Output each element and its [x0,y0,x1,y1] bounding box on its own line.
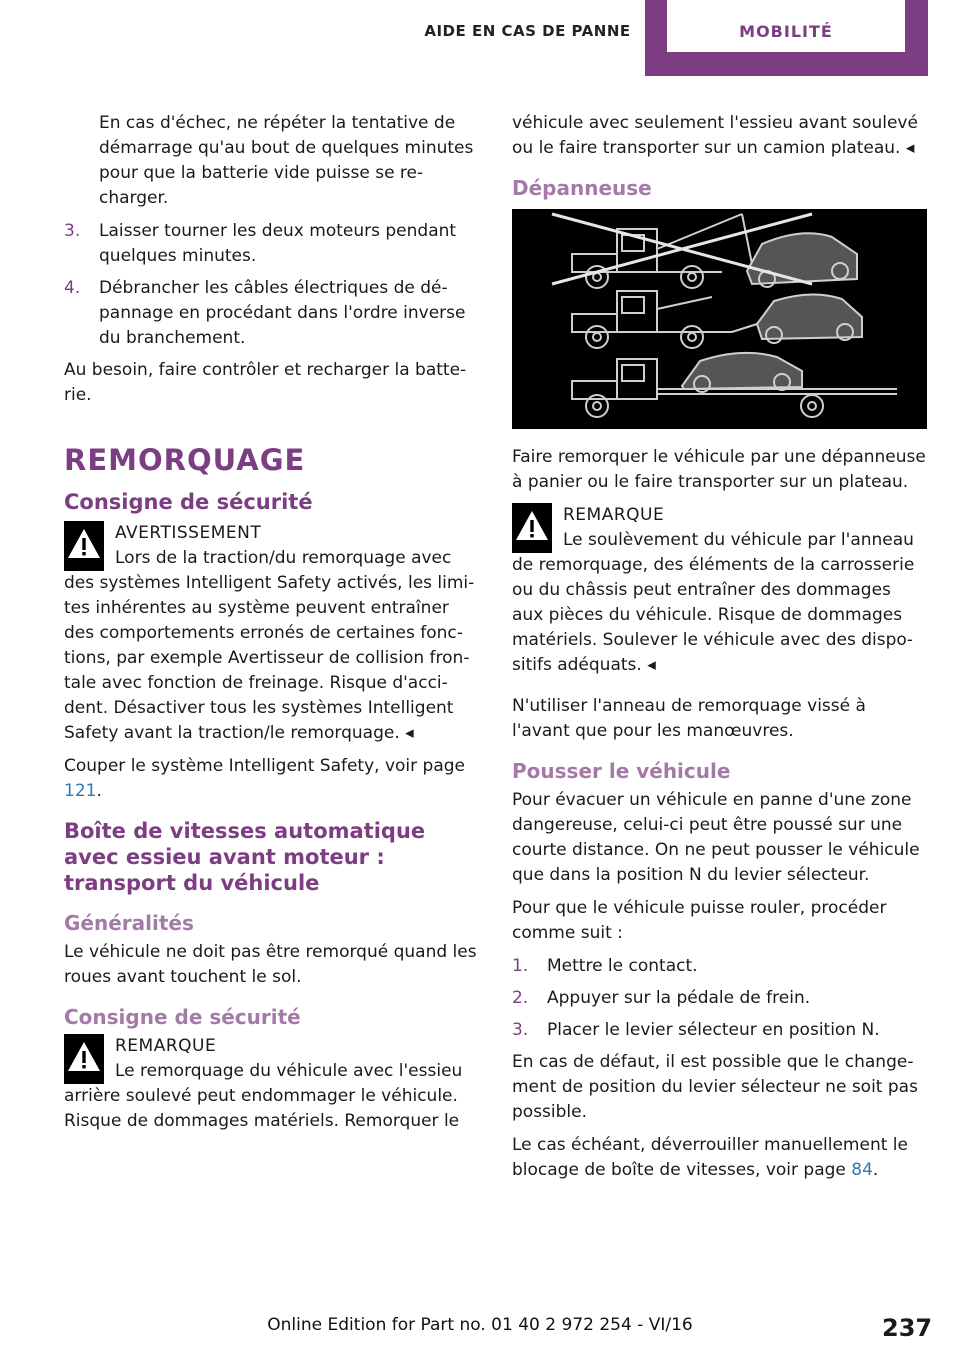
note-text: de remorquage, des éléments de la carrosserie ou du châssis peut entraîner des dommages aux pièces du véhicule. Risque de dommages matériels. Soulever le véhicule avec des dispositifs adéquats. ◂ [512,555,915,675]
rouler-paragraph: Pour que le véhicule puisse rouler, procéder comme suit : [512,898,887,943]
left-column [64,111,478,1142]
tow-truck-illustration [512,209,927,429]
note-block [512,503,927,678]
tow-hook-truck-icon [552,214,857,288]
couper-paragraph: Couper le système Intelligent Safety, voir page 121. [64,756,465,801]
intro-paragraph: En cas d'échec, ne répéter la tentative de démarrage qu'au bout de quelques minutes pour que la batterie vide puisse se recharger. [99,113,474,208]
footer-edition: Online Edition for Part no. 01 40 2 972 254 - VI/16 [267,1315,693,1335]
flatbed-truck-icon [572,353,897,417]
heading-consigne: Consigne de sécurité [64,490,313,514]
note-text: arrière soulevé peut endommager le véhicule. Risque de dommages matériels. Remorquer le [64,1086,460,1131]
depanneuse-paragraph: Faire remorquer le véhicule par une dépanneuse à panier ou le faire transporter sur un plateau. [512,447,926,492]
warning-icon [512,503,552,553]
header-tab[interactable]: MOBILITÉ [667,0,905,52]
list-item [64,276,478,351]
section-header: AIDE EN CAS DE PANNE [424,22,631,40]
heading-generalites: Généralités [64,911,194,935]
list-number: 4. [64,278,81,298]
wheel-lift-truck-icon [572,291,862,348]
echeant-paragraph: Le cas échéant, déverrouiller manuellement le blocage de boîte de vitesses, voir page 84. [512,1135,908,1180]
heading-pousser: Pousser le véhicule [512,759,731,783]
list-item [512,986,927,1011]
note-title: REMARQUE [115,1036,217,1056]
note-first-line: Le remorquage du véhicule avec l'essieu [115,1061,463,1081]
page-link[interactable]: 121 [64,781,97,801]
list-item [64,219,478,269]
list-item [512,954,927,979]
warning-icon [64,1034,104,1084]
list-text: Laisser tourner les deux moteurs pendant quelques minutes. [99,221,457,266]
page-link[interactable]: 84 [851,1160,873,1180]
warning-block [64,521,478,746]
list-number: 2. [512,988,529,1008]
warning-title: AVERTISSEMENT [115,523,262,543]
besoin-paragraph: Au besoin, faire contrôler et recharger la batterie. [64,360,467,405]
heading-remorquage: REMORQUAGE [64,443,306,477]
list-text: Débrancher les câbles électriques de dépannage en procédant dans l'ordre inverse du branchement. [99,278,466,348]
note-first-line: Le soulèvement du véhicule par l'anneau [563,530,914,550]
right-column [512,111,927,1191]
list-item [512,1018,927,1043]
note-block [64,1034,478,1134]
list-text: Mettre le contact. [547,956,698,976]
defaut-paragraph: En cas de défaut, il est possible que le changement de position du levier sélecteur ne soit pas possible. [512,1052,918,1122]
page-number: 237 [882,1314,933,1342]
list-text: Placer le levier sélecteur en position N. [547,1020,880,1040]
continued-paragraph: véhicule avec seulement l'essieu avant soulevé ou le faire transporter sur un camion plateau. ◂ [512,113,918,158]
anneau-paragraph: N'utiliser l'anneau de remorquage vissé à l'avant que pour les manœuvres. [512,696,866,741]
note-title: REMARQUE [563,505,665,525]
list-text: Appuyer sur la pédale de frein. [547,988,811,1008]
pousser-paragraph: Pour évacuer un véhicule en panne d'une zone dangereuse, celui-ci peut être poussé sur une courte distance. On ne peut pousser le véhicule que dans la position N du levier sélecteur. [512,790,920,885]
warning-text: des systèmes Intelligent Safety activés, les limites inhérentes au système peuvent entraîner des comportements erronés de certaines fonctions, par exemple Avertisseur de collision frontale avec fonction de freinage. Risque d'accident. Désactiver tous les systèmes Intelligent Safety avant la traction/le remorquage. ◂ [64,573,475,743]
warning-icon [64,521,104,571]
generalites-paragraph: Le véhicule ne doit pas être remorqué quand les roues avant touchent le sol. [64,942,477,987]
heading-boite: Boîte de vitesses automatique avec essieu avant moteur : transport du véhicule [64,819,426,895]
list-number: 3. [64,221,81,241]
list-number: 1. [512,956,529,976]
warning-first-line: Lors de la traction/du remorquage avec [115,548,452,568]
heading-consigne-2: Consigne de sécurité [64,1005,301,1029]
list-number: 3. [512,1020,529,1040]
heading-depanneuse: Dépanneuse [512,176,652,200]
